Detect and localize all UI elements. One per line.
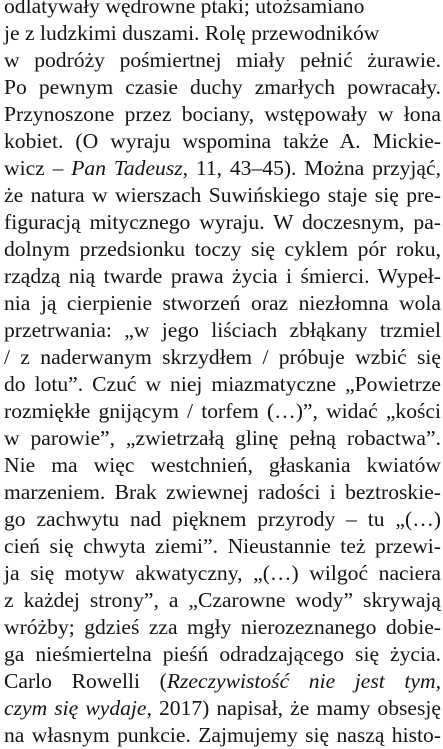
text-segment: do lotu”. Czuć w niej miazmatyczne „Powietrze <box>4 372 441 396</box>
text-line <box>4 182 441 209</box>
text-line <box>4 560 441 587</box>
text-line <box>4 155 441 182</box>
text-segment: / z naderwanym skrzydłem / próbuje wzbić się <box>4 345 441 369</box>
text-line <box>4 425 441 452</box>
text-segment: Przynoszone przez bociany, wstępowały w łona <box>4 102 441 126</box>
text-line <box>4 695 441 722</box>
italic-title-text: Rzeczywistość nie jest tym, <box>166 669 441 693</box>
text-line <box>4 722 441 749</box>
text-segment: wróżby; gdzieś zza mgły nierozeznanego dobie- <box>4 615 441 639</box>
text-segment: rządzą nią twarde prawa życia i śmierci. Wypeł- <box>4 264 441 288</box>
text-line <box>4 290 441 317</box>
text-segment: wicz – <box>4 156 72 180</box>
body-text <box>4 0 441 749</box>
text-line <box>4 398 441 425</box>
text-segment: rozmiękłe gnijącym / torfem (…)”, widać „kości <box>4 399 441 423</box>
text-segment: odlatywały wędrowne ptaki; utożsamiano <box>4 0 365 18</box>
text-segment: że natura w wierszach Suwińskiego staje się pre- <box>4 183 441 207</box>
text-line <box>4 587 441 614</box>
text-line <box>4 506 441 533</box>
text-segment: Nie ma więc westchnień, głaskania kwiatów <box>4 453 441 477</box>
text-line <box>4 263 441 290</box>
text-line <box>4 47 441 74</box>
italic-title-text: czym się wydaje, <box>4 696 152 720</box>
text-line <box>4 0 441 20</box>
text-line <box>4 317 441 344</box>
text-line <box>4 371 441 398</box>
text-line <box>4 614 441 641</box>
italic-title-text: Pan Tadeusz <box>71 156 183 180</box>
text-segment: ja się motyw akwatyczny, „(…) wilgoć naciera <box>4 561 441 585</box>
text-segment: go zachwytu nad pięknem przyrody – tu „(…) <box>4 507 441 531</box>
text-line <box>4 209 441 236</box>
text-line <box>4 128 441 155</box>
text-segment: , 11, 43–45). Można przyjąć, <box>182 156 442 180</box>
text-segment: przetrwania: „w jego liściach zbłąkany trzmiel <box>4 318 441 342</box>
text-segment: na własnym punkcie. Zajmujemy się naszą histo- <box>4 723 441 747</box>
text-segment: z każdej strony”, a „Czarowne wody” skrywają <box>4 588 441 612</box>
text-line <box>4 641 441 668</box>
text-segment: w parowie”, „zwietrzałą glinę pełną robactwa”. <box>4 426 441 450</box>
text-segment: Po pewnym czasie duchy zmarłych powracały. <box>4 75 441 99</box>
text-segment: Carlo Rowelli ( <box>4 669 167 693</box>
text-segment: 2017) napisał, że mamy obsesję <box>151 696 441 720</box>
text-segment: dolnym przedsionku toczy się cyklem pór roku, <box>4 237 441 261</box>
text-segment: kobiet. (O wyraju wspomina także A. Mickie- <box>4 129 441 153</box>
text-segment: ga nieśmiertelna pieśń odradzającego się życia. <box>4 642 441 666</box>
text-line <box>4 344 441 371</box>
text-line <box>4 20 441 47</box>
text-line <box>4 533 441 560</box>
text-segment: marzeniem. Brak zwiewnej radości i beztroskie- <box>4 480 441 504</box>
text-segment: nia ją cierpienie stworzeń oraz niezłomna wola <box>4 291 441 315</box>
text-line <box>4 479 441 506</box>
text-line <box>4 452 441 479</box>
text-segment: w podróży pośmiertnej miały pełnić żurawie. <box>4 48 441 72</box>
text-segment: je z ludzkimi duszami. Rolę przewodników <box>4 21 380 45</box>
text-line <box>4 101 441 128</box>
text-line <box>4 74 441 101</box>
text-line <box>4 668 441 695</box>
text-segment: cień się chwyta ziemi”. Nieustannie też przewi- <box>4 534 441 558</box>
text-line <box>4 236 441 263</box>
text-segment: figuracją mitycznego wyraju. W doczesnym, pa- <box>4 210 441 234</box>
